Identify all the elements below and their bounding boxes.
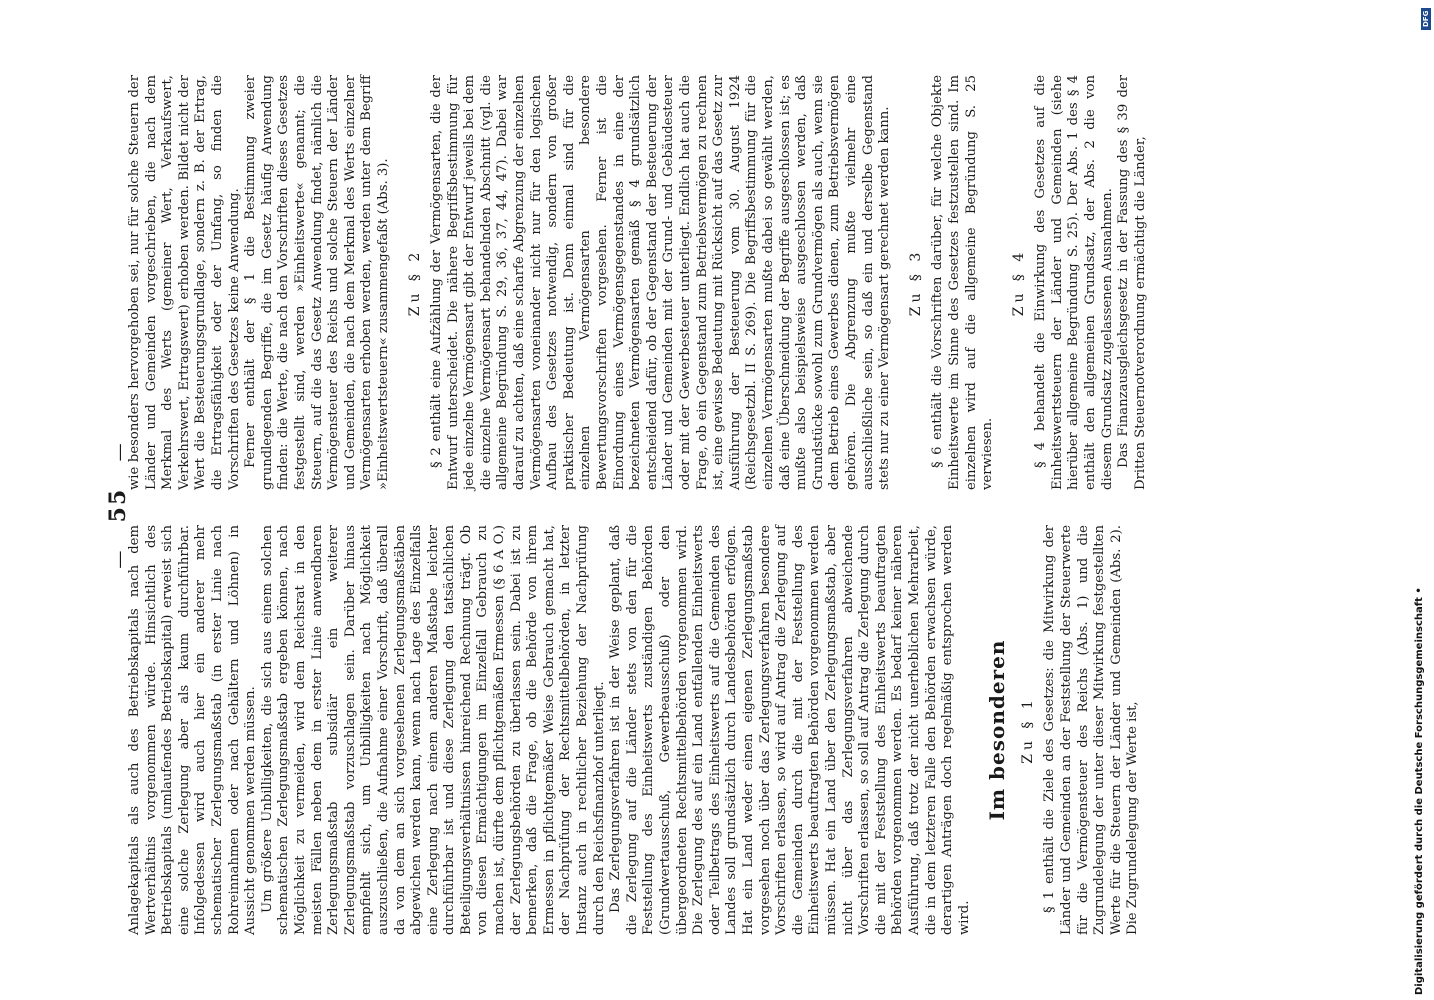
paragraph: Das Finanzausgleichsgesetz in der Fassung des § 39 der Dritten Steuernotverordnung ermächtigt die Länder, (1116, 75, 1148, 490)
paragraph: wie besonders hervorgehoben sei, nur für solche Steuern der Länder und Gemeinden vorgeschrieben, die nach dem Merkmal des Werts (gemeiner Wert, Verkaufswert, Verkehrswert, Ertragswert) erhoben werden. Bildet nicht der Wert die Besteuerungsgrundlage, sondern z. B. der Ertrag, die Ertragsfähigkeit oder der Umfang, so finden die Vorschriften des Gesetzes keine Anwendung. (127, 75, 242, 490)
page-number: 55 (105, 487, 131, 523)
rotated-page-content (105, 75, 1305, 935)
subsection-heading: Zu § 4 (1010, 248, 1027, 317)
funding-notice: Digitalisierung gefördert durch die Deutsche Forschungsgemeinschaft • (1414, 587, 1425, 995)
right-column (127, 75, 1149, 490)
paragraph: Anlagekapitals als auch des Betriebskapitals nach dem Wertverhältnis vorgenommen würde. Hinsichtlich des Betriebskapitals (umlaufendes Betriebskapital) erweist sich eine solche Zerlegung aber als kaum durchführbar. Infolgedessen wird auch hier ein anderer mehr schematischer Zerlegungsmaßstab (in erster Linie nach Rohreinnahmen oder nach Gehältern und Löhnen) in Aussicht genommen werden müssen. (127, 525, 259, 935)
digitization-sidebar (1404, 0, 1434, 1000)
paragraph: Das Zerlegungsverfahren ist in der Weise geplant, daß die Zerlegung auf die Länder stets von den für die Feststellung des Einheitswerts zuständigen Behörden (Grundwertausschuß, Gewerbeausschuß) oder den übergeordneten Rechtsmittelbehörden vorgenommen wird. Die Zerlegung des auf ein Land entfallenden Einheitswerts oder Teilbetrags des Einheitswerts auf die Gemeinden des Landes soll grundsätzlich durch Landesbehörden erfolgen. Hat ein Land weder einen eigenen Zerlegungsmaßstab vorgesehen noch über das Zerlegungsverfahren besondere Vorschriften erlassen, so wird auf Antrag die Zerlegung auf die Gemeinden durch die mit der Feststellung des Einheitswerts beauftragten Behörden vorgenommen werden müssen. Hat ein Land über den Zerlegungsmaßstab, aber nicht über das Zerlegungsverfahren abweichende Vorschriften erlassen, so soll auf Antrag die Zerlegung durch die mit der Feststellung des Einheitswerts beauftragten Behörden vorgenommen werden. Es bedarf keiner näheren Ausführung, daß trotz der nicht unerheblichen Mehrarbeit, die in dem letzteren Falle den Behörden erwachsen würde, derartigen Anträgen doch regelmäßig entsprochen werden wird. (608, 525, 972, 935)
paragraph: Um größere Unbilligkeiten, die sich aus einem solchen schematischen Zerlegungsmaßstab ergeben können, nach Möglichkeit zu vermeiden, wird dem Reichsrat in den meisten Fällen neben dem in erster Linie anwendbaren Zerlegungsmaßstab subsidiär ein weiterer Zerlegungsmaßstab vorzuschlagen sein. Darüber hinaus empfiehlt sich, um Unbilligkeiten nach Möglichkeit auszuschließen, die Aufnahme einer Vorschrift, daß überall da von dem an sich vorgesehenen Zerlegungsmaßstäben abgewichen werden kann, wenn nach Lage des Einzelfalls eine Zerlegung nach einem anderen Maßstabe leichter durchführbar ist und diese Zerlegung den tatsächlichen Beteiligungsverhältnissen hinreichend Rechnung trägt. Ob von diesen Ermächtigungen im Einzelfall Gebrauch zu machen ist, dürfte dem pflichtgemäßen Ermessen (§ 6 A O.) der Zerlegungsbehörden zu überlassen sein. Dabei ist zu bemerken, daß die Frage, ob die Behörde von ihrem Ermessen in pflichtgemäßer Weise Gebrauch gemacht hat, der Nachprüfung der Rechtsmittelbehörden, in letzter Instanz auch in rechtlicher Beziehung der Nachprüfung durch den Reichsfinanzhof unterliegt. (259, 525, 607, 935)
subsection-heading: Zu § 1 (1019, 696, 1036, 764)
left-column (127, 525, 1142, 935)
paragraph: § 6 enthält die Vorschriften darüber, für welche Objekte Einheitswerte im Sinne des Gesetzes festzustellen sind. Im einzelnen wird auf die allgemeine Begründung S. 25 verwiesen. (930, 75, 996, 490)
paragraph: § 1 enthält die Ziele des Gesetzes: die Mitwirkung der Länder und Gemeinden an der Feststellung der Steuerwerte für die Vermögensteuer des Reichs (Abs. 1) und die Zugrundelegung der unter dieser Mitwirkung festgestellten Werte für die Steuern der Länder und Gemeinden (Abs. 2). Die Zugrundelegung der Werte ist, (1042, 525, 1141, 935)
paragraph: § 2 enthält eine Aufzählung der Vermögensarten, die der Entwurf unterscheidet. Die nähere Begriffsbestimmung für jede einzelne Vermögensart gibt der Entwurf jeweils bei dem die einzelne Vermögensart behandelnden Abschnitt (vgl. die allgemeine Begründung S. 29, 36, 37, 44, 47). Dabei war darauf zu achten, daß eine scharfe Abgrenzung der einzelnen Vermögensarten voneinander nicht nur für den logischen Aufbau des Gesetzes notwendig, sondern von großer praktischer Bedeutung ist. Denn einmal sind für die einzelnen Vermögensarten besondere Bewertungsvorschriften vorgesehen. Ferner ist die Einordnung eines Vermögensgegenstandes in eine der bezeichneten Vermögensarten gemäß § 4 grundsätzlich entscheidend dafür, ob der Gegenstand der Besteuerung der Länder und Gemeinden mit der Grund- und Gebäudesteuer oder mit der Gewerbesteuer unterliegt. Endlich hat auch die Frage, ob ein Gegenstand zum Betriebsvermögen zu rechnen ist, eine gewisse Bedeutung mit Rücksicht auf das Gesetz zur Ausführung der Besteuerung vom 30. August 1924 (Reichsgesetzbl. II S. 269). Die Begriffsbestimmung für die einzelnen Vermögensarten mußte dabei so gewählt werden, daß eine Überschneidung der Begriffe ausgeschlossen ist; es mußte also beispielsweise ausgeschlossen werden, daß Grundstücke sowohl zum Grundvermögen als auch, wenn sie dem Betrieb eines Gewerbes dienen, zum Betriebsvermögen gehören. Die Abgrenzung mußte vielmehr eine ausschließliche sein, so daß ein und derselbe Gegenstand stets nur zu einer Vermögensart gerechnet werden kann. (429, 75, 893, 490)
dfg-logo: DFG (1421, 8, 1431, 30)
subsection-heading: Zu § 3 (907, 248, 924, 317)
header-dash-left: — (109, 548, 130, 569)
header-dash-right: — (109, 441, 130, 462)
paragraph: § 4 behandelt die Einwirkung des Gesetzes auf die Einheitswertsteuern der Länder und Gemeinden (siehe hierüber allgemeine Begründung S. 25). Der Abs. 1 des § 4 enthält den allgemeinen Grundsatz, der Abs. 2 die von diesem Grundsatz zugelassenen Ausnahmen. (1033, 75, 1115, 490)
paragraph: Ferner enthält der § 1 die Bestimmung zweier grundlegenden Begriffe, die im Gesetz häufig Anwendung finden: die Werte, die nach den Vorschriften dieses Gesetzes festgestellt sind, werden »Einheitswerte« genannt; die Steuern, auf die das Gesetz Anwendung findet, nämlich die Vermögensteuer des Reichs und solche Steuern der Länder und Gemeinden, die nach dem Merkmal des Werts einzelner Vermögensarten erhoben werden, werden unter dem Begriff »Einheitswertsteuern« zusammengefaßt (Abs. 3). (243, 75, 391, 490)
subsection-heading: Zu § 2 (406, 248, 423, 317)
section-title: Im besonderen (985, 639, 1010, 821)
